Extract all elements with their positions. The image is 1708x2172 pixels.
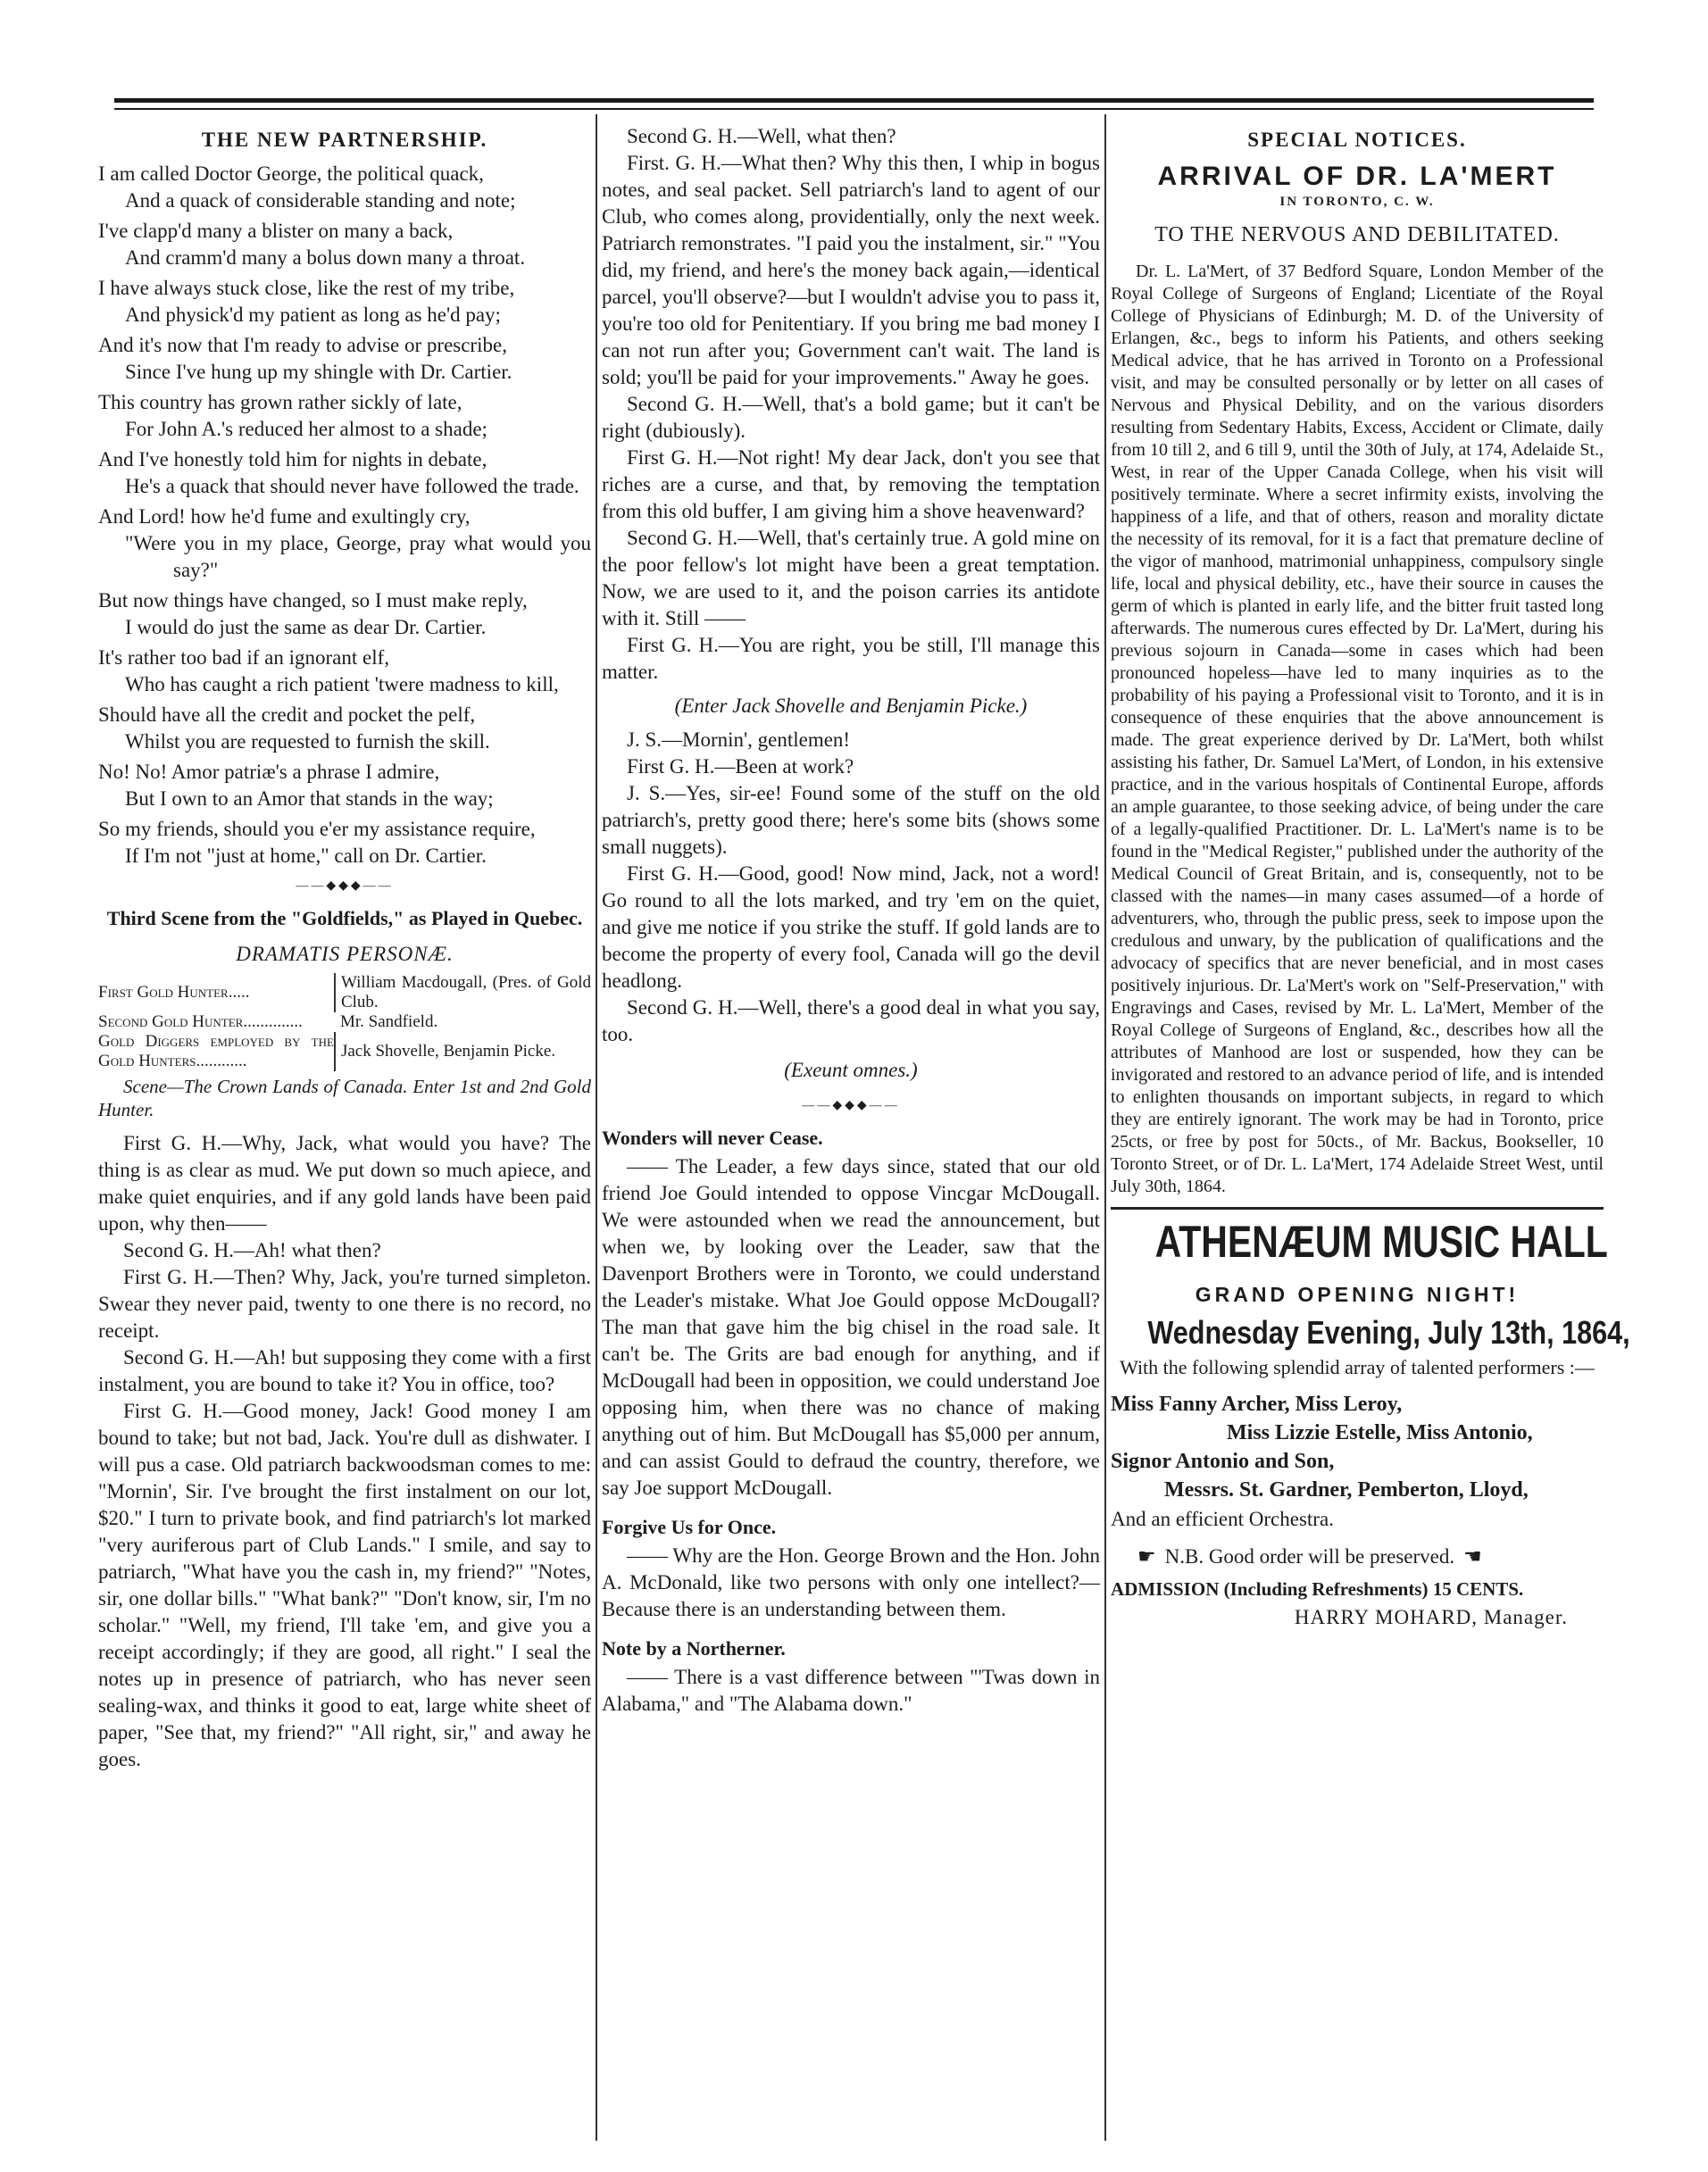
dialogue-line: Second G. H.—Well, there's a good deal in what you say, too. [602,996,1100,1045]
manager-line: HARRY MOHARD, Manager. [1294,1606,1568,1628]
column-divider [1104,114,1106,2141]
poem-line: Who has caught a rich patient 'twere madness to kill, [125,673,559,695]
dialogue-line: First G. H.—Good money, Jack! Good money I am bound to take; but not bad, Jack. You're dull as dishwater. I will pus a case. Old patriarch backwoodsman comes to me: "Mornin', Sir. I've brought the first instalment on our lot, $20." I turn to private book, and find patriarch's lot marked "very auriferous part of Club Lands." I smile, and say to patriarch, "What have you the cash in, my friend?" "Notes, sir, one dollar bills." "What bank?" "Don't know, sir, I'm no scholar." "Well, my friend, I'll take 'em, and give you a receipt accordingly; if they are good, all right." I seal the notes up in presence of patriarch, who has never seen sealing-wax, and thinks it good to eat, large white sheet of paper, "See that, my friend?" "All right, sir," and away he goes. [98,1400,591,1770]
grand-opening: GRAND OPENING NIGHT! [1195,1283,1520,1306]
wonders-text: —— The Leader, a few days since, stated that our old friend Joe Gould intended to oppose Vincgar McDougall. We were astounded when we read the announcement, but when we, by looking over the Leader, saw that the Davenport Brothers were in Toronto, we could understand the Leader's mistake. What Joe Gould oppose McDougall? The man that gave him the big chisel in the road sale. It can't be. The Grits are bad enough for anything, and if McDougall had been in opposition, we could understand Joe opposing him, when there was no chance of making anything out of him. But McDougall has $5,000 per annum, and can assist Gould to defraud the country, therefore, we say Joe support McDougall. [602,1155,1100,1499]
ornament-divider: ——◆◆◆—— [296,879,394,893]
dialogue-line: First G. H.—You are right, you be still, I'll manage this matter. [602,634,1100,683]
note-title: Note by a Northerner. [602,1637,786,1660]
performers [1111,1390,1604,1504]
poem-line: For John A.'s reduced her almost to a shade; [125,418,487,440]
actor-cell: William Macdougall, (Pres. of Gold Club. [335,973,591,1012]
performer-line: Signor Antonio and Son, [1111,1450,1335,1473]
note-text: —— There is a vast difference between "'Twas down in Alabama," and "The Alabama down." [602,1666,1100,1715]
dialogue-line: First. G. H.—What then? Why this then, I whip in bogus notes, and seal packet. Sell patriarch's land to agent of our Club, who comes along, providentially, only the next week. Patriarch remonstrates. "I paid you the instalment, sir." "You did, my friend, and here's the money back again,—identical parcel, you'll observe?—but I wouldn't advise you to pass it, you're too old for Penitentiary. If you bring me bad money I can not run after you; Government can't wait. The land is sold; you'll be paid for your improvements." Away he goes. [602,152,1100,388]
dialogue-line: First G. H.—Been at work? [627,755,854,778]
dialogue-middle [602,123,1100,686]
pointing-hand-left-icon: ☚ [1463,1545,1482,1568]
nervous-heading: TO THE NERVOUS AND DEBILITATED. [1154,223,1560,246]
column-middle [602,123,1100,1718]
notice-rule [1111,1207,1604,1210]
column-left [98,123,591,1773]
event-date: Wednesday Evening, July 13th, 1864, [1147,1314,1630,1351]
hall-title: ATHENÆUM MUSIC HALL [1154,1217,1608,1267]
arrival-location: IN TORONTO, C. W. [1279,195,1435,209]
dialogue-line: Second G. H.—Ah! but supposing they come with a first instalment, you are bound to take it? You in office, too? [98,1346,591,1395]
dramatis-title: DRAMATIS PERSONÆ. [236,943,454,965]
poem-line: "Were you in my place, George, pray what would you say?" [125,532,591,581]
performer-line: Messrs. St. Gardner, Pemberton, Lloyd, [1164,1478,1529,1502]
performer-line: Miss Fanny Archer, Miss Leroy, [1111,1393,1403,1416]
poem-line: And it's now that I'm ready to advise or prescribe, [98,334,507,356]
dialogue-line: J. S.—Mornin', gentlemen! [627,728,851,751]
dramatis-row [98,973,591,1012]
column-right [1111,123,1630,1631]
scene-direction: Scene—The Crown Lands of Canada. Enter 1st and 2nd Gold Hunter. [98,1076,591,1120]
poem-line: But I own to an Amor that stands in the way; [125,787,494,810]
poem-line: But now things have changed, so I must make reply, [98,589,528,612]
forgive-text: —— Why are the Hon. George Brown and the Hon. John A. McDonald, like two persons with only one intellect?—Because there is an understanding between them. [602,1544,1100,1620]
poem-line: It's rather too bad if an ignorant elf, [98,646,390,669]
poem-line: I would do just the same as dear Dr. Cartier. [125,616,487,638]
arrival-heading: ARRIVAL OF DR. LA'MERT [1157,162,1557,191]
role-cell: Second Gold Hunter.............. [98,1012,303,1031]
ornament-divider: ——◆◆◆—— [802,1099,900,1112]
dialogue-line: Second G. H.—Ah! what then? [123,1239,381,1261]
poem-line: I've clapp'd many a blister on many a back, [98,220,454,242]
poem-line: Should have all the credit and pocket the pelf, [98,703,476,726]
pointing-hand-icon: ☛ [1137,1545,1156,1568]
role-cell: Gold Diggers employed by the Gold Hunters............ [98,1032,334,1070]
poem [98,161,591,870]
poem-line: Whilst you are requested to furnish the skill. [125,730,490,753]
poem-line: And a quack of considerable standing and note; [125,189,516,212]
dramatis-table [98,973,591,1071]
dialogue-line: Second G. H.—Well, that's certainly true. A gold mine on the poor fellow's lot might have been a great temptation. Now, we are used to it, and the poison carries its antidote with it. Still —— [602,527,1100,629]
dialogue-line: J. S.—Yes, sir-ee! Found some of the stuff on the old patriarch's, pretty good there; here's some bits (shows some small nuggets). [602,782,1100,858]
column-divider [596,114,597,2141]
dialogue-middle-2 [602,727,1100,1048]
admission-line: ADMISSION (Including Refreshments) 15 CENTS. [1111,1578,1524,1600]
lamert-notice: Dr. L. La'Mert, of 37 Bedford Square, London Member of the Royal College of Surgeons of England; Licentiate of the Royal College of Physicians of Edinburgh; M. D. of the University of Erlangen, &c., begs to inform his Patients, and others seeking Medical advice, that he has arrived in Toronto on a Professional visit, and may be consulted personally or by letter on all cases of Nervous and Physical Debility, and on the various disorders resulting from Sedentary Habits, Excess, Accident or Climate, daily from 10 till 2, and 6 till 9, until the 30th of July, at 174, Adelaide St., West, in rear of the Upper Canada College, when his visit will positively terminate. Where a secret infirmity exists, involving the happiness of a life, and that of others, reason and morality dictate the necessity of its removal, for it is a fact that premature decline of the vigor of manhood, matrimonial unhappiness, compulsory single life, local and physical debility, etc., have their source in causes the germ of which is planted in early life, and the bitter fruit tasted long afterwards. The numerous cures effected by Dr. La'Mert, during his previous sojourn in Canada—some in cases which had been pronounced hopeless—have led to many inquiries as to the probability of his paying a Professional visit to Toronto, and it is in consequence of these enquiries that the above announcement is made. The great experience derived by Dr. La'Mert, both whilst assisting his father, Dr. Samuel La'Mert, of London, in his extensive practice, and in the various hospitals of Continental Europe, affords an ample guarantee, to those seeking advice, of being under the care of a legally-qualified Practitioner. Dr. L. La'Mert's name is to be found in the "Medical Register," published under the authority of the Medical Council of Great Britain, and is, consequently, not to be classed with the names—in many cases assumed—of a horde of adventurers, who, through the public press, seek to impose upon the credulous and unwary, by the publication of qualifications and the advocacy of specifics that are never beneficial, and in most cases positively injurious. Dr. La'Mert's work on "Self-Preservation," with Engravings and Cases, revised by Mr. L. La'Mert, Member of the Royal College of Surgeons of England, &c., describes how all the attributes of Manhood are lost or suspended, how they can be invigorated and restored to an advance period of life, and is intended to enlighten thousands on important subjects, in regard to which they are entirely ignorant. The work may be had in Toronto, price 25cts, or free by post for 50cts., of Mr. Backus, Bookseller, 10 Toronto Street, or of Dr. L. La'Mert, 174 Adelaide Street West, until July 30th, 1864. [1111,262,1604,1196]
poem-line: I am called Doctor George, the political quack, [98,162,484,185]
poem-line: Since I've hung up my shingle with Dr. Cartier. [125,361,512,383]
stage-direction-exeunt: (Exeunt omnes.) [784,1059,918,1081]
forgive-title: Forgive Us for Once. [602,1516,777,1538]
actor-cell: Mr. Sandfield. [339,1012,438,1031]
stage-direction-enter: (Enter Jack Shovelle and Benjamin Picke.) [674,695,1028,717]
poem-line: And Lord! how he'd fume and exultingly cry, [98,505,471,528]
dramatis-row [98,1012,591,1032]
poem-line: No! No! Amor patriæ's a phrase I admire, [98,761,440,783]
dramatis-row [98,1032,591,1071]
notices-title: SPECIAL NOTICES. [1247,129,1467,151]
poem-line: And cramm'd many a bolus down many a throat. [125,246,526,269]
dialogue-line: First G. H.—Good, good! Now mind, Jack, not a word! Go round to all the lots marked, and try 'em on the quiet, and give me notice if you strike the stuff. If gold lands are to become the property of every fool, Canada will go the devil headlong. [602,862,1100,992]
dialogue-left [98,1130,591,1773]
poem-line: This country has grown rather sickly of late, [98,391,462,413]
poem-title: THE NEW PARTNERSHIP. [201,129,488,151]
dialogue-line: First G. H.—Then? Why, Jack, you're turned simpleton. Swear they never paid, twenty to one there is no record, no receipt. [98,1266,591,1342]
top-rule-thin [114,108,1594,110]
top-rule [114,98,1594,103]
role-cell: First Gold Hunter..... [98,983,250,1002]
dialogue-line: Second G. H.—Well, that's a bold game; but it can't be right (dubiously). [602,393,1100,442]
dialogue-line: First G. H.—Not right! My dear Jack, don't you see that riches are a curse, and that, by removing the temptation from this old buffer, I am giving him a shove heavenward? [602,446,1100,522]
nb-line [1111,1544,1604,1570]
poem-line: And physick'd my patient as long as he'd pay; [125,304,501,326]
performers-intro: With the following splendid array of talented performers :— [1120,1356,1595,1378]
dialogue-line: First G. H.—Why, Jack, what would you have? The thing is as clear as mud. We put down so much apiece, and make quiet enquiries, and if any gold lands have been paid upon, why then—— [98,1132,591,1235]
dialogue-line: Second G. H.—Well, what then? [627,125,896,147]
orchestra-line: And an efficient Orchestra. [1111,1508,1334,1530]
wonders-title: Wonders will never Cease. [602,1127,823,1149]
poem-line: If I'm not "just at home," call on Dr. Cartier. [125,845,487,867]
nb-text: N.B. Good order will be preserved. [1164,1545,1455,1568]
scene-title: Third Scene from the "Goldfields," as Played in Quebec. [106,907,583,929]
actor-cell: Jack Shovelle, Benjamin Picke. [335,1032,591,1071]
poem-line: He's a quack that should never have followed the trade. [125,475,579,497]
performer-line: Miss Lizzie Estelle, Miss Antonio, [1227,1421,1533,1444]
poem-line: And I've honestly told him for nights in debate, [98,448,487,470]
poem-line: I have always stuck close, like the rest of my tribe, [98,277,515,299]
poem-line: So my friends, should you e'er my assistance require, [98,818,536,840]
